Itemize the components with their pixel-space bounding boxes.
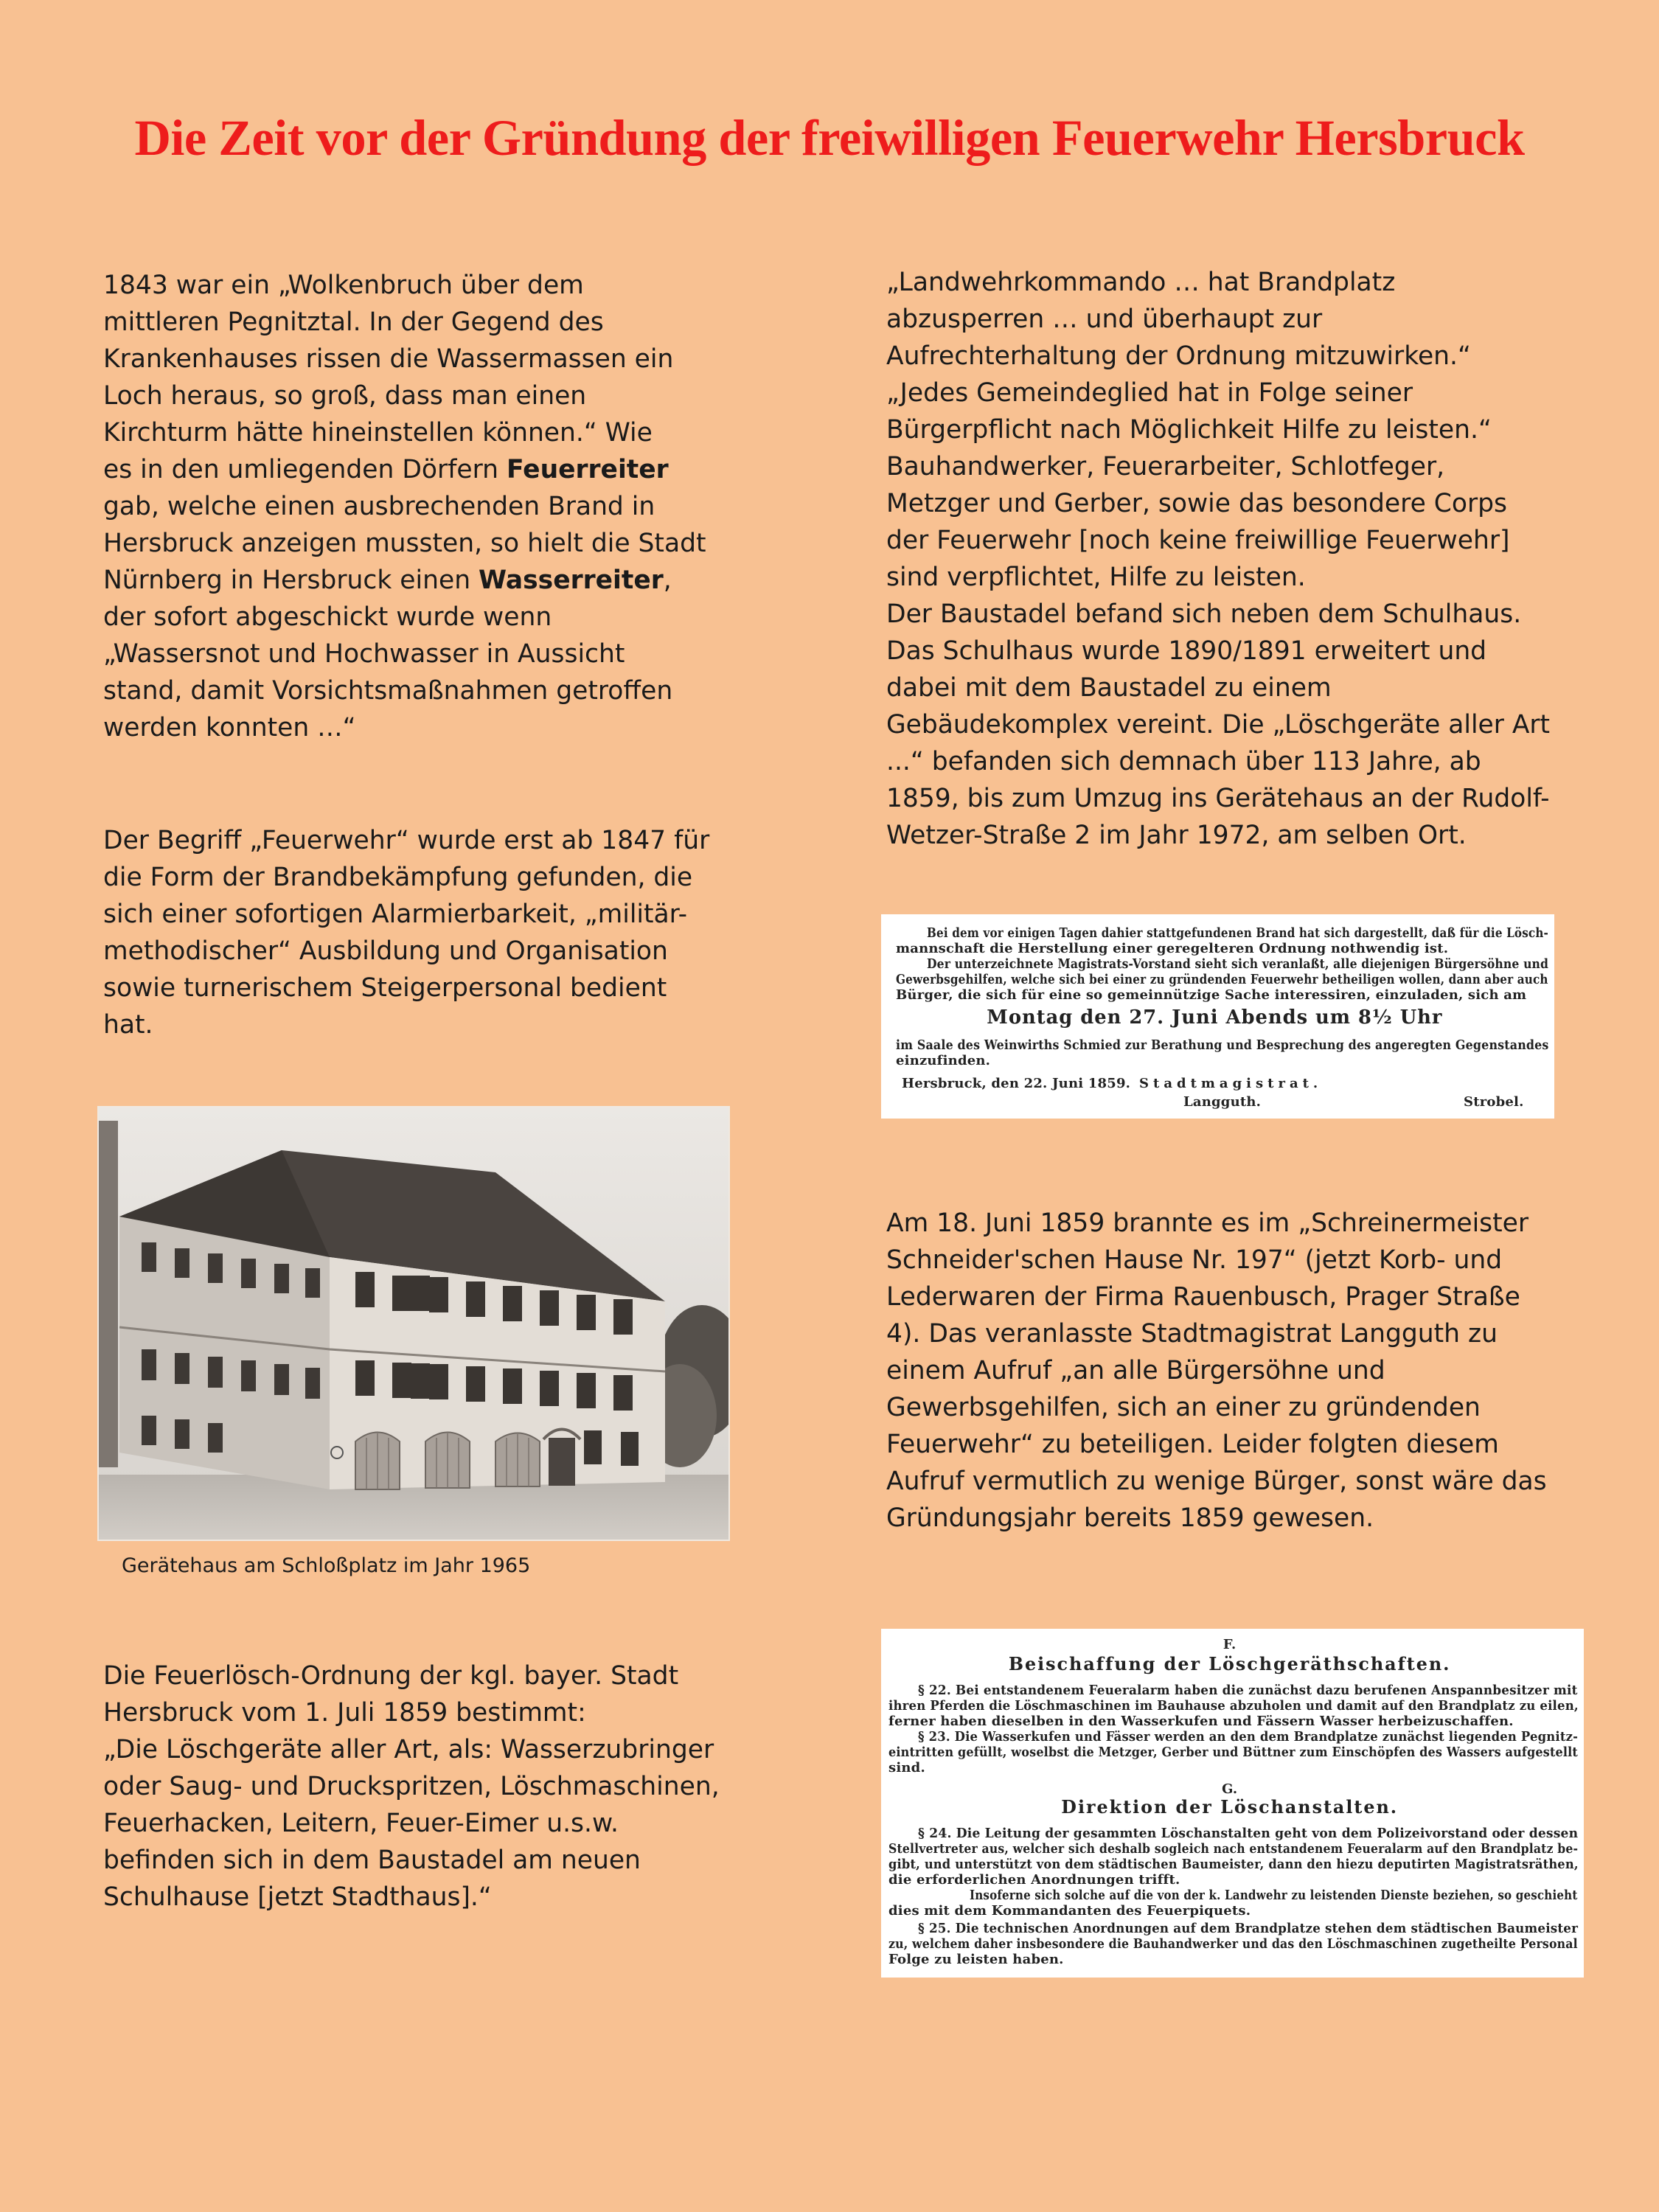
text-line: Der Begriff „Feuerwehr“ wurde erst ab 1847 für: [103, 826, 710, 855]
clipping-signature-strobel: Strobel.: [1464, 1094, 1524, 1110]
text-line: Lederwaren der Firma Rauenbusch, Prager Straße: [886, 1282, 1520, 1312]
text-line: „Die Löschgeräte aller Art, als: Wasserzubringer: [103, 1735, 714, 1764]
text-line: Hersbruck anzeigen mussten, so hielt die Stadt: [103, 529, 706, 558]
text-line: 4). Das veranlasste Stadtmagistrat Langguth zu: [886, 1319, 1498, 1349]
text-line: Wetzer-Straße 2 im Jahr 1972, am selben Ort.: [886, 821, 1467, 850]
text-line: Bauhandwerker, Feuerarbeiter, Schlotfeger,: [886, 452, 1445, 481]
bold-term-feuerreiter: Feuerreiter: [507, 455, 669, 484]
text-line: Gewerbsgehilfen, sich an einer zu gründenden: [886, 1393, 1481, 1422]
clipping-line: eintritten gefüllt, woselbst die Metzger, Gerber und Büttner zum Einschöpfen des Wassers aufgestellt: [888, 1745, 1579, 1760]
text-line: 1843 war ein „Wolkenbruch über dem: [103, 271, 584, 300]
clipping-line: § 23. Die Wasserkufen und Fässer werden an den dem Brandplatze zunächst liegenden Pegnitz-: [918, 1729, 1579, 1745]
clipping-line: Insoferne sich solche auf die von der k. Landwehr zu leistenden Dienste beziehen, so geschieht: [970, 1888, 1578, 1903]
clipping-section-heading: Direktion der Löschanstalten.: [1061, 1796, 1399, 1818]
clipping-line: Folge zu leisten haben.: [888, 1952, 1064, 1967]
text-line: Der Baustadel befand sich neben dem Schulhaus.: [886, 599, 1522, 629]
paragraph-feuerloesch-ordnung: [103, 1658, 737, 1916]
text-line: methodischer“ Ausbildung und Organisation: [103, 936, 668, 966]
text-line: Aufrechterhaltung der Ordnung mitzuwirken.“: [886, 341, 1471, 371]
paragraph-brand-1859: [886, 1205, 1550, 1537]
text-line: die Form der Brandbekämpfung gefunden, die: [103, 863, 693, 892]
text-line: dabei mit dem Baustadel zu einem: [886, 673, 1332, 703]
clipping-line: zu, welchem daher insbesondere die Bauhandwerker und das den Löschmaschinen zugetheilte Personal: [888, 1936, 1578, 1952]
text-line: Am 18. Juni 1859 brannte es im „Schreinermeister: [886, 1208, 1529, 1238]
text-line: Feuerhacken, Leitern, Feuer-Eimer u.s.w.: [103, 1809, 619, 1838]
clipping-line: sind.: [888, 1760, 925, 1775]
text-line: werden konnten …“: [103, 713, 356, 742]
text-line: „Jedes Gemeindeglied hat in Folge seiner: [886, 378, 1413, 408]
clipping-line: einzufinden.: [896, 1053, 991, 1068]
text-line: gab, welche einen ausbrechenden Brand in: [103, 492, 655, 521]
text-line: Das Schulhaus wurde 1890/1891 erweitert und: [886, 636, 1487, 666]
photo-caption: Gerätehaus am Schloßplatz im Jahr 1965: [122, 1554, 531, 1577]
clipping-signature-langguth: Langguth.: [1183, 1094, 1262, 1110]
clipping-line: ferner haben dieselben in den Wasserkufen und Fässern Wasser herbeizuschaffen.: [888, 1714, 1514, 1729]
text-line: Schulhause [jetzt Stadthaus].“: [103, 1882, 492, 1912]
page-title: Die Zeit vor der Gründung der freiwilligen Feuerwehr Hersbruck: [134, 110, 1525, 166]
text-line: sind verpflichtet, Hilfe zu leisten.: [886, 563, 1306, 592]
text-line: einem Aufruf „an alle Bürgersöhne und: [886, 1356, 1385, 1385]
text-line: befinden sich in dem Baustadel am neuen: [103, 1846, 641, 1875]
text-line: oder Saug- und Druckspritzen, Löschmaschinen,: [103, 1772, 720, 1801]
building-photo-illustration: [97, 1106, 730, 1541]
clipping-section-letter: F.: [1222, 1637, 1237, 1652]
text-line: Gründungsjahr bereits 1859 gewesen.: [886, 1503, 1374, 1533]
clipping-line: Bürger, die sich für eine so gemeinnützige Sache interessiren, einzuladen, sich am: [896, 987, 1527, 1003]
clipping-line: Gewerbsgehilfen, welche sich bei einer zu gründenden Feuerwehr betheiligen wollen, dann aber auch: [896, 972, 1548, 987]
text-line: Feuerwehr“ zu beteiligen. Leider folgten diesem: [886, 1430, 1499, 1459]
text-line: mittleren Pegnitztal. In der Gegend des: [103, 307, 604, 337]
text-line: Aufruf vermutlich zu wenige Bürger, sonst wäre das: [886, 1467, 1547, 1496]
newspaper-clipping-ordinance: [881, 1629, 1584, 1978]
text-line: Bürgerpflicht nach Möglichkeit Hilfe zu leisten.“: [886, 415, 1492, 445]
text-line: Gebäudekomplex vereint. Die „Löschgeräte aller Art: [886, 710, 1551, 740]
paragraph-landwehrkommando: [886, 264, 1550, 854]
text-line: [103, 451, 737, 488]
clipping-line: § 25. Die technischen Anordnungen auf dem Brandplatze stehen dem städtischen Baumeister: [918, 1921, 1579, 1936]
text-line: „Wassersnot und Hochwasser in Aussicht: [103, 639, 625, 669]
clipping-line: gibt, und unterstützt von dem städtischen Baumeister, dann den hiezu deputirten Magistratsräthen,: [888, 1857, 1579, 1872]
text-line: stand, damit Vorsichtsmaßnahmen getroffen: [103, 676, 673, 706]
text-line: Krankenhauses rissen die Wassermassen ein: [103, 344, 674, 374]
text-segment: es in den umliegenden Dörfern: [103, 455, 507, 484]
newspaper-clipping-announcement: [881, 914, 1554, 1119]
clipping-line: ihren Pferden die Löschmaschinen im Bauhause abzuholen und damit auf den Brandplatz zu eilen,: [888, 1698, 1579, 1714]
text-line: Hersbruck vom 1. Juli 1859 bestimmt:: [103, 1698, 586, 1728]
text-line: hat.: [103, 1010, 153, 1040]
paragraph-wolkenbruch: [103, 267, 737, 746]
clipping-line: § 24. Die Leitung der gesammten Löschanstalten geht von dem Polizeivorstand oder dessen: [918, 1826, 1579, 1841]
clipping-line: § 22. Bei entstandenem Feueralarm haben die zunächst dazu berufenen Anspannbesitzer mit: [918, 1683, 1578, 1698]
text-line: sich einer sofortigen Alarmierbarkeit, „militär-: [103, 900, 688, 929]
text-line: [103, 562, 737, 599]
text-line: „Landwehrkommando … hat Brandplatz: [886, 268, 1396, 297]
clipping-line: dies mit dem Kommandanten des Feuerpiquets.: [888, 1903, 1251, 1919]
clipping-line: Stellvertreter aus, welcher sich deshalb sogleich nach entstandenem Feueralarm auf den Brandplatz be-: [888, 1841, 1579, 1857]
text-line: abzusperren … und überhaupt zur: [886, 305, 1323, 334]
text-line: Kirchturm hätte hineinstellen können.“ Wie: [103, 418, 653, 448]
clipping-line: die erforderlichen Anordnungen trifft.: [888, 1872, 1180, 1888]
text-segment: ,: [663, 566, 672, 595]
text-line: Schneider'schen Hause Nr. 197“ (jetzt Korb- und: [886, 1245, 1503, 1275]
text-line: sowie turnerischem Steigerpersonal bedient: [103, 973, 667, 1003]
text-segment: Nürnberg in Hersbruck einen: [103, 566, 479, 595]
text-line: der sofort abgeschickt wurde wenn: [103, 602, 552, 632]
text-line: Metzger und Gerber, sowie das besondere Corps: [886, 489, 1508, 518]
clipping-line: mannschaft die Herstellung einer geregelteren Ordnung nothwendig ist.: [896, 941, 1449, 956]
clipping-place-date: Hersbruck, den 22. Juni 1859.: [902, 1076, 1131, 1091]
text-line: 1859, bis zum Umzug ins Gerätehaus an der Rudolf-: [886, 784, 1550, 813]
clipping-date-line: Montag den 27. Juni Abends um 8½ Uhr: [987, 1006, 1443, 1029]
text-line: Loch heraus, so groß, dass man einen: [103, 381, 587, 411]
photo-geraetehaus: [97, 1106, 730, 1541]
clipping-line: im Saale des Weinwirths Schmied zur Berathung und Besprechung des angeregten Gegenstandes: [896, 1037, 1549, 1053]
text-line: Die Feuerlösch-Ordnung der kgl. bayer. Stadt: [103, 1661, 679, 1691]
clipping-line: Der unterzeichnete Magistrats-Vorstand sieht sich veranlaßt, alle diejenigen Bürgersöhne und: [927, 956, 1549, 972]
clipping-line: Bei dem vor einigen Tagen dahier stattgefundenen Brand hat sich dargestellt, daß für die Lösch-: [927, 925, 1549, 941]
clipping-section-letter: G.: [1222, 1781, 1238, 1797]
clipping-section-heading: Beischaffung der Löschgeräthschaften.: [1008, 1653, 1451, 1674]
clipping-signature-office: Stadtmagistrat.: [1139, 1076, 1323, 1091]
paragraph-begriff-feuerwehr: [103, 822, 737, 1043]
text-line: ...“ befanden sich demnach über 113 Jahre, ab: [886, 747, 1481, 776]
bold-term-wasserreiter: Wasserreiter: [479, 566, 664, 595]
text-line: der Feuerwehr [noch keine freiwillige Feuerwehr]: [886, 526, 1510, 555]
